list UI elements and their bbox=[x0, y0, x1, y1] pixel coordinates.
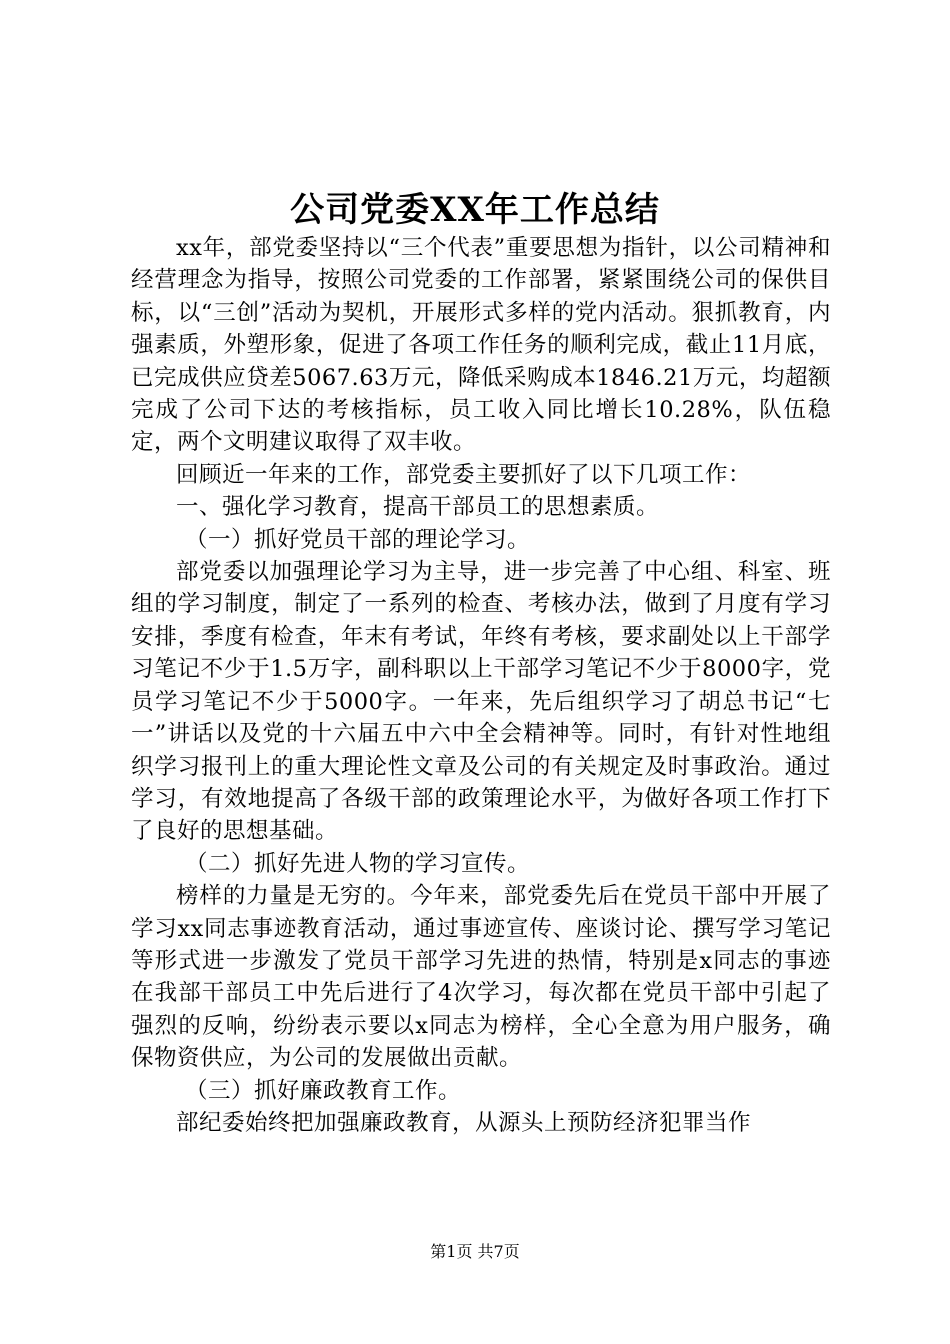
subsection-heading-1: （一）抓好党员干部的理论学习。 bbox=[185, 526, 531, 553]
section-heading-1: 一、强化学习教育，提高干部员工的思想素质。 bbox=[176, 494, 660, 521]
paragraph-review: 回顾近一年来的工作，部党委主要抓好了以下几项工作： bbox=[176, 461, 752, 488]
document-title: 公司党委XX年工作总结 bbox=[290, 190, 660, 230]
paragraph-theory-study: 部党委以加强理论学习为主导，进一步完善了中心组、科室、班组的学习制度，制定了一系列的检查、考核办法，做到了月度有学习安排，季度有检查，年末有考试，年终有考核，要求副处以上干部学习笔记不少于1.5万字，副科职以上干部学习笔记不少于8000字，党员学习笔记不少于5000字。一年来，先后组织学习了胡总书记“七一”讲话以及党的十六届五中六中全会精神等。同时，有针对性地组织学习报刊上的重大理论性文章及公司的有关规定及时事政治。通过学习，有效地提高了各级干部的政策理论水平，为做好各项工作打下了良好的思想基础。 bbox=[131, 559, 831, 845]
page-number-footer: 第1页 共7页 bbox=[430, 1242, 520, 1261]
document-body bbox=[131, 232, 831, 1139]
paragraph-integrity: 部纪委始终把加强廉政教育，从源头上预防经济犯罪当作 bbox=[176, 1109, 752, 1136]
paragraph-intro: xx年，部党委坚持以“三个代表”重要思想为指针，以公司精神和经营理念为指导，按照公司党委的工作部署，紧紧围绕公司的保供目标，以“三创”活动为契机，开展形式多样的党内活动。狠抓教育，内强素质，外塑形象，促进了各项工作任务的顺利完成，截止11月底，已完成供应贷差5067.63万元，降低采购成本1846.21万元，均超额完成了公司下达的考核指标，员工收入同比增长10.28%，队伍稳定，两个文明建议取得了双丰收。 bbox=[131, 235, 831, 456]
subsection-heading-2: （二）抓好先进人物的学习宣传。 bbox=[185, 850, 531, 877]
paragraph-role-models: 榜样的力量是无穷的。今年来，部党委先后在党员干部中开展了学习xx同志事迹教育活动，通过事迹宣传、座谈讨论、撰写学习笔记等形式进一步激发了党员干部学习先进的热情，特别是x同志的事迹在我部干部员工中先后进行了4次学习，每次都在党员干部中引起了强烈的反响，纷纷表示要以x同志为榜样，全心全意为用户服务，确保物资供应，为公司的发展做出贡献。 bbox=[131, 883, 831, 1072]
subsection-heading-3: （三）抓好廉政教育工作。 bbox=[185, 1077, 462, 1104]
